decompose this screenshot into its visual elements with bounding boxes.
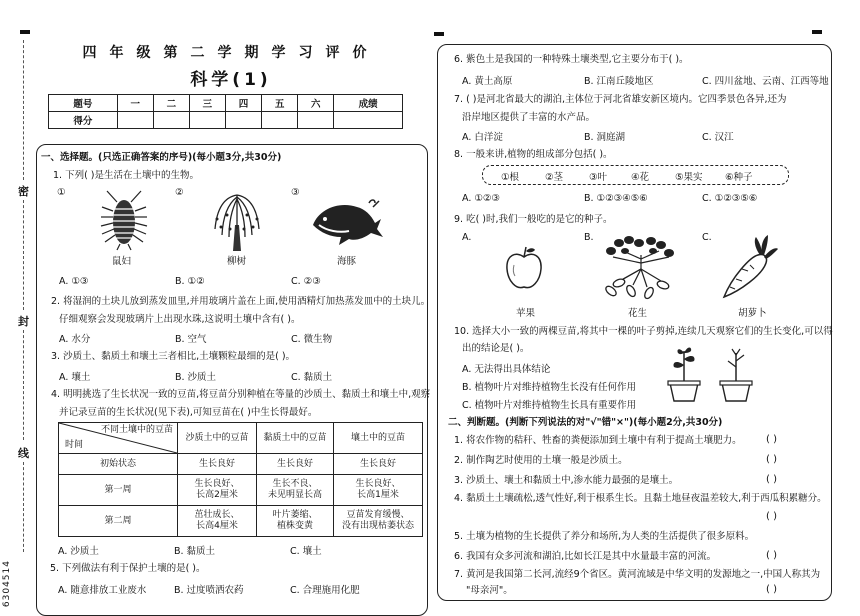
score-table-header-row [49,95,403,112]
q9-caption-a: 苹果 [516,308,536,319]
q4-option-b[interactable]: B. 黏质土 [174,546,216,557]
judge-answer-5[interactable]: ( ) [766,550,777,561]
judge-answer-6[interactable]: ( ) [766,584,777,595]
score-cell [334,112,403,129]
plant-part: ②茎 [545,172,564,183]
q4-option-a[interactable]: A. 沙质土 [58,546,99,557]
bean-cell: 茁壮成长、 长高4厘米 [178,506,257,537]
q5-option-c[interactable]: C. 合理施用化肥 [290,585,360,596]
score-header-cell: 二 [153,95,189,112]
q5-option-a[interactable]: A. 随意排放工业废水 [58,585,147,596]
binding-dash [23,40,24,180]
potted-seedlings-icon [666,343,758,403]
q6-option-c[interactable]: C. 四川盆地、云南、江西等地 [702,76,829,87]
score-header-cell: 三 [189,95,225,112]
right-column [437,44,832,601]
bean-cell: 生长良好、 长高2厘米 [178,475,257,506]
q8-option-a[interactable]: A. ①②③ [462,193,500,204]
judge-item-4: 4. 黏质土土壤疏松,透气性好,利于根系生长。且黏土地昼夜温差较大,利于西瓜积累糖分。 [454,493,827,504]
section-2-heading: 二、判断题。(判断下列说法的对"√"错"×")(每小题2分,共30分) [448,417,723,428]
q8-option-b[interactable]: B. ①②③④⑤⑥ [584,193,648,204]
q4-text-line2: 并记录豆苗的生长状况(见下表),可知豆苗在( )中生长得最好。 [59,407,318,418]
q6-option-b[interactable]: B. 江南丘陵地区 [584,76,654,87]
bean-table-row [59,454,423,475]
q1-label-3: ③ [291,187,300,198]
binding-mark-2: 封 [18,315,29,328]
bean-cell: 生长良好 [178,454,257,475]
q7-option-b[interactable]: B. 洞庭湖 [584,132,626,143]
carrot-icon [720,235,778,301]
score-row-label: 得分 [49,112,118,129]
q3-text: 3. 沙质土、黏质土和壤土三者相比,土壤颗粒最细的是( )。 [51,351,296,362]
binding-mark-3: 线 [18,447,29,460]
bean-table-row [59,475,423,506]
q8-text: 8. 一般来讲,植物的组成部分包括( )。 [454,149,613,160]
corner-mark [434,32,444,36]
bean-row-label: 第一周 [59,475,178,506]
score-cell [153,112,189,129]
q2-text-line2: 仔细观察会发现玻璃片上出现水珠,这说明土壤中含有( )。 [59,314,301,325]
bean-row-label: 第二周 [59,506,178,537]
score-header-cell: 成绩 [334,95,403,112]
q7-text-line1: 7. ( )是河北省最大的湖泊,主体位于河北省雄安新区境内。它四季景色各异,还为 [454,94,787,105]
q1-caption-2: 柳树 [227,256,247,267]
binding-dash [23,462,24,552]
q7-option-c[interactable]: C. 汉江 [702,132,734,143]
woodlouse-icon [99,189,149,251]
score-table-score-row [49,112,403,129]
q2-option-c[interactable]: C. 微生物 [291,334,333,345]
peanut-plant-icon [603,235,679,301]
bean-table-corner [59,423,178,454]
q9-text: 9. 吃( )时,我们一般吃的是它的种子。 [454,214,613,225]
binding-dash [23,200,24,310]
judge-item-7-cont: "母亲河"。 [466,585,513,596]
binding-dash [23,330,24,440]
score-cell [262,112,298,129]
q1-caption-3: 海豚 [337,256,357,267]
q5-text: 5. 下列做法有利于保护土壤的是( )。 [50,563,206,574]
exam-subject: 科学(1) [190,70,272,90]
score-header-cell: 六 [298,95,334,112]
bean-cell: 生长良好、 长高1厘米 [334,475,423,506]
q3-option-c[interactable]: C. 黏质土 [291,372,333,383]
corner-mark [812,30,822,34]
bean-table-header-row [59,423,423,454]
q3-option-b[interactable]: B. 沙质土 [175,372,217,383]
bean-column-header: 黏质土中的豆苗 [257,423,334,454]
exam-code: 6304514 [2,560,12,608]
q1-label-1: ① [57,187,66,198]
q1-text: 1. 下列( )是生活在土壤中的生物。 [53,170,200,181]
apple-icon [504,245,544,291]
binding-mark-1: 密 [18,185,29,198]
q9-label-a: A. [462,232,472,243]
q2-text-line1: 2. 将湿润的土块儿放到蒸发皿里,并用玻璃片盖在上面,使用酒精灯加热蒸发皿中的土块儿。 [51,296,431,307]
bean-cell: 生长良好 [334,454,423,475]
judge-item-7: 7. 黄河是我国第二长河,流经9个省区。黄河流域是中华文明的发源地之一,中国人称其为 [454,569,821,580]
judge-item-2: 2. 制作陶艺时使用的土壤一般是沙质土。 [454,455,628,466]
score-cell [117,112,153,129]
score-table [48,94,403,129]
bean-column-header: 壤土中的豆苗 [334,423,423,454]
q1-caption-1: 鼠妇 [112,256,132,267]
judge-item-5: 5. 土壤为植物的生长提供了养分和场所,为人类的生活提供了很多原料。 [454,531,755,542]
bean-cell: 豆苗发育缓慢、 没有出现枯萎状态 [334,506,423,537]
plant-part: ④花 [631,172,650,183]
q9-caption-c: 胡萝卜 [738,308,767,319]
bean-cell: 生长良好 [257,454,334,475]
section-1-heading: 一、选择题。(只选正确答案的序号)(每小题3分,共30分) [41,152,282,163]
dolphin-icon [309,195,385,247]
q10-option-c[interactable]: C. 植物叶片对维持植物生长具有重要作用 [462,400,637,411]
bean-table-row [59,506,423,537]
score-header-cell: 四 [225,95,261,112]
q6-text: 6. 紫色土是我国的一种特殊土壤类型,它主要分布于( )。 [454,54,689,65]
exam-title: 四年级第二学期学习评价 [82,45,380,61]
q6-option-a[interactable]: A. 黄土高原 [462,76,513,87]
score-header-cell: 五 [262,95,298,112]
score-header-cell: 一 [117,95,153,112]
q3-option-a[interactable]: A. 壤土 [59,372,91,383]
q10-option-b[interactable]: B. 植物叶片对维持植物生长没有任何作用 [462,382,637,393]
q7-text-line2: 沿岸地区提供了丰富的水产品。 [462,112,596,123]
judge-answer-3[interactable]: ( ) [766,474,777,485]
corner-bottom-label: 时间 [65,440,84,450]
plant-part: ③叶 [589,172,608,183]
q4-text-line1: 4. 明明挑选了生长状况一致的豆苗,将豆苗分别种植在等量的沙质土、黏质土和壤土中,观察 [51,389,431,400]
bean-growth-table [58,422,423,537]
q1-option-c[interactable]: C. ②③ [291,276,321,287]
score-cell [298,112,334,129]
judge-answer-4[interactable]: ( ) [766,511,777,522]
judge-item-6: 6. 我国有众多河流和湖泊,比如长江是其中水量最丰富的河流。 [454,551,717,562]
q10-text-line1: 10. 选择大小一致的两棵豆苗,将其中一棵的叶子剪掉,连续几天观察它们的生长变化,可以得 [454,326,833,337]
q2-option-a[interactable]: A. 水分 [59,334,91,345]
score-cell [189,112,225,129]
bean-cell: 叶片萎缩、 植株变黄 [257,506,334,537]
q9-label-c: C. [702,232,712,243]
q8-option-c[interactable]: C. ①②③⑤⑥ [702,193,758,204]
judge-item-3: 3. 沙质土、壤土和黏质土中,渗水能力最强的是壤土。 [454,475,679,486]
plant-part: ⑤果实 [675,172,703,183]
score-cell [225,112,261,129]
plant-parts-box [482,165,789,185]
q10-text-line2: 出的结论是( )。 [462,343,530,354]
judge-answer-1[interactable]: ( ) [766,434,777,445]
judge-answer-2[interactable]: ( ) [766,454,777,465]
bean-cell: 生长不良、 未见明显长高 [257,475,334,506]
bean-row-label: 初始状态 [59,454,178,475]
bean-column-header: 沙质土中的豆苗 [178,423,257,454]
q9-caption-b: 花生 [628,308,648,319]
q7-option-a[interactable]: A. 白洋淀 [462,132,503,143]
score-header-cell: 题号 [49,95,118,112]
q10-option-a[interactable]: A. 无法得出具体结论 [462,364,551,375]
plant-part: ①根 [501,172,520,183]
willow-tree-icon [207,189,267,253]
q4-option-c[interactable]: C. 壤土 [290,546,322,557]
binding-strip [0,0,34,609]
q1-label-2: ② [175,187,184,198]
plant-part: ⑥种子 [725,172,753,183]
corner-top-label: 不同土壤中的豆苗 [100,425,173,435]
judge-item-1: 1. 将农作物的秸秆、牲畜的粪便添加到土壤中有利于提高土壤肥力。 [454,435,742,446]
q5-option-b[interactable]: B. 过度喷洒农药 [174,585,244,596]
q2-option-b[interactable]: B. 空气 [175,334,207,345]
q9-label-b: B. [584,232,594,243]
q1-option-a[interactable]: A. ①③ [59,276,89,287]
q1-option-b[interactable]: B. ①② [175,276,205,287]
